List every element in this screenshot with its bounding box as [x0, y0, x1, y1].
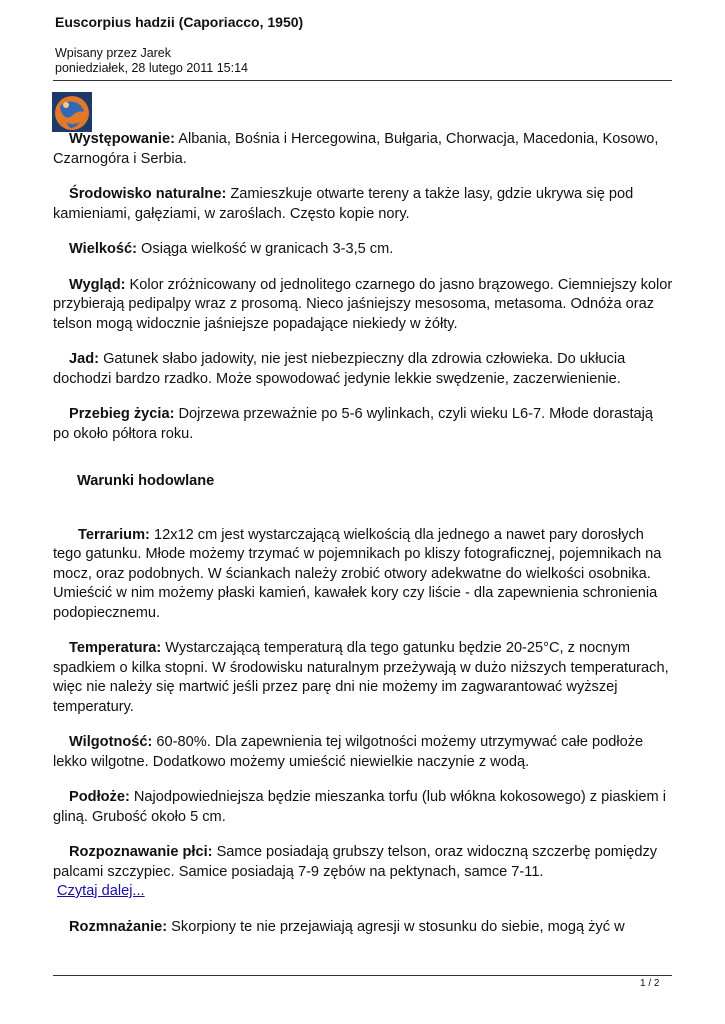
paragraph-appearance: Wygląd: Kolor zróżnicowany od jednolitego czarnego do jasno brązowego. Ciemniejszy kolor przybierają pedipalpy wraz z prosomą. Nieco jaśniejszy mesosoma, metasoma. Odnóża oraz telson mogą widocznie jaśniejsze popadające niekiedy w żółty. [53, 276, 673, 332]
article-body [53, 130, 673, 953]
section-heading: Warunki hodowlane [77, 473, 215, 489]
paragraph-venom: Jad: Gatunek słabo jadowity, nie jest niebezpieczny dla zdrowia człowieka. Do ukłucia dochodzi bardzo rzadko. Może spowodować jedynie lekkie swędzenie, zaczerwienienie. [53, 351, 626, 387]
paragraph-breeding: Rozmnażanie: Skorpiony te nie przejawiają agresji w stosunku do siebie, mogą żyć w [69, 918, 625, 935]
paragraph-habitat: Środowisko naturalne: Zamieszkuje otwarte tereny a także lasy, gdzie ukrywa się pod kamieniami, gałęziami, w zaroślach. Często kopie nory. [53, 186, 634, 222]
paragraph-occurrence: Występowanie: Albania, Bośnia i Hercegowina, Bułgaria, Chorwacja, Macedonia, Kosowo, Czarnogóra i Serbia. [53, 131, 659, 167]
paragraph-lifecycle: Przebieg życia: Dojrzewa przeważnie po 5-6 wylinkach, czyli wieku L6-7. Młode dorastają po około półtora roku. [53, 406, 654, 442]
paragraph-temperature: Temperatura: Wystarczającą temperaturą dla tego gatunku będzie 20-25°C, z nocnym spadkiem o kilka stopni. W środowisku naturalnym przeżywają w dużo niższych temperaturach, więc nie należy się martwić jeśli przez parę dni nie możemy im zagwarantować wyższej temperatury. [53, 640, 669, 715]
page-title: Euscorpius hadzii (Caporiacco, 1950) [55, 14, 304, 30]
footer-divider [53, 975, 672, 976]
read-more-link[interactable]: Czytaj dalej... [57, 883, 145, 899]
date-line: poniedziałek, 28 lutego 2011 15:14 [55, 61, 248, 75]
paragraph-sexing: Rozpoznawanie płci: Samce posiadają grubszy telson, oraz widoczną szczerbę pomiędzy palcami szczypiec. Samice posiadają 7-9 zębów na pektynach, samce 7-11. Czytaj dalej... [53, 843, 673, 902]
paragraph-substrate: Podłoże: Najodpowiedniejsza będzie mieszanka torfu (lub włókna kokosowego) z piaskiem i gliną. Grubość około 5 cm. [53, 789, 666, 825]
header-divider [53, 80, 672, 81]
paragraph-humidity: Wilgotność: 60-80%. Dla zapewnienia tej wilgotności możemy utrzymywać całe podłoże lekko wilgotne. Dodatkowo możemy umieścić niewielkie naczynie z wodą. [53, 734, 644, 770]
article-meta [55, 46, 248, 76]
paragraph-terrarium: Terrarium: 12x12 cm jest wystarczającą wielkością dla jednego a nawet pary dorosłych tego gatunku. Młode możemy trzymać w pojemnikach po kliszy fotograficznej, pojemnikach na mocz, oraz podobnych. W ściankach należy zrobić otwory adekwatne do wielkości osobnika. Umieścić w nim możemy płaski kamień, kawałek kory czy liście - dla zapewnienia schronienia podopiecznemu. [53, 526, 662, 621]
author-line: Wpisany przez Jarek [55, 46, 172, 60]
paragraph-size: Wielkość: Osiąga wielkość w granicach 3-3,5 cm. [69, 241, 394, 257]
page-number: 1 / 2 [640, 978, 660, 989]
globe-icon [52, 92, 92, 132]
